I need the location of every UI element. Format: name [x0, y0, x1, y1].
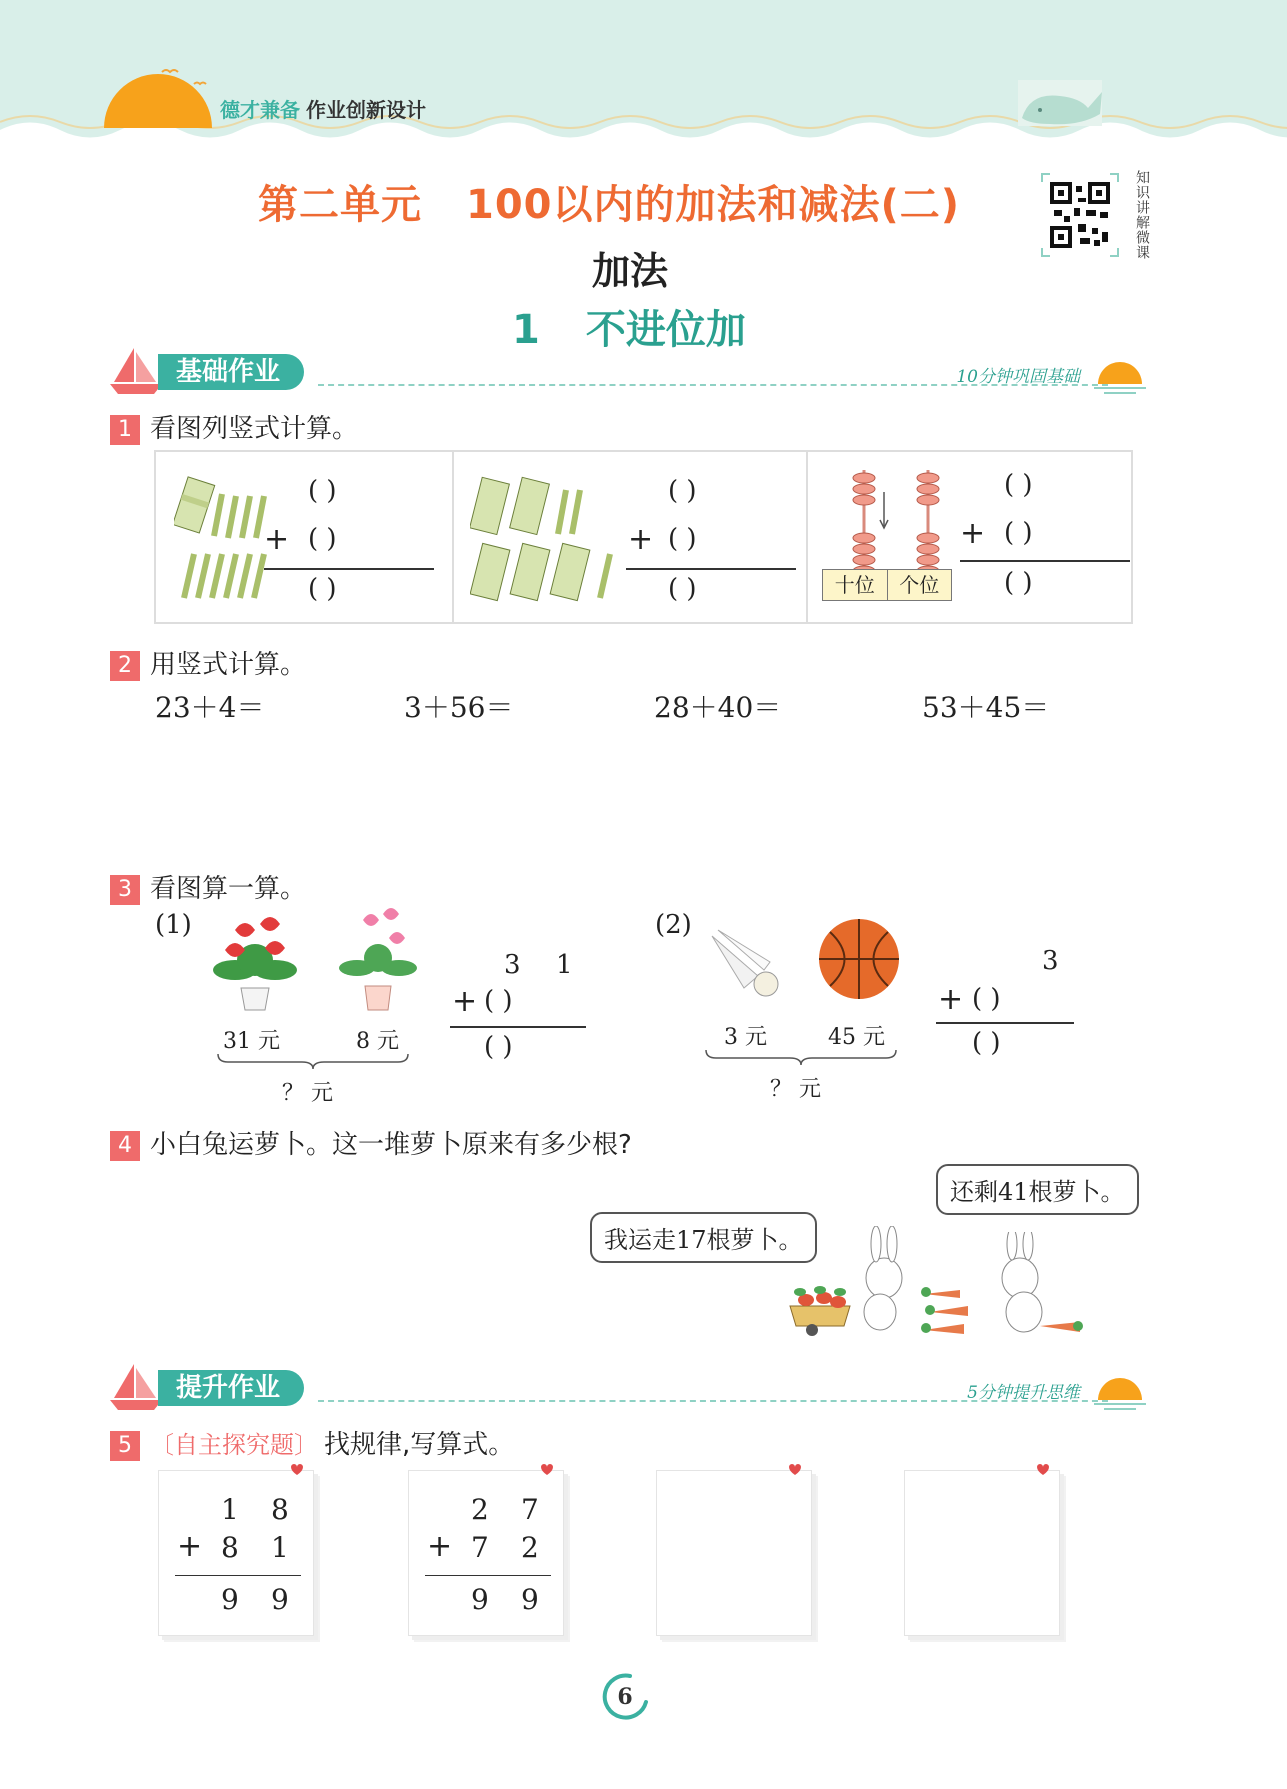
whale-icon [1010, 78, 1110, 128]
question-number: 5 [110, 1431, 140, 1461]
heart-pin-icon [783, 1463, 807, 1477]
heart-pin-icon [1031, 1463, 1055, 1477]
sticks-bundle-icon [174, 474, 274, 604]
ones-label: 个位 [899, 573, 940, 597]
pattern-card-4-blank[interactable] [904, 1470, 1060, 1636]
brace-icon [216, 1052, 410, 1070]
question-2-heading: 2 用竖式计算。 [110, 644, 306, 681]
q1-picture-table [154, 450, 1133, 624]
plus-sign: + [177, 1529, 203, 1564]
q1-cell-3 [808, 452, 1131, 622]
answer-blank[interactable]: ( ) [972, 984, 1001, 1014]
sum-line [450, 1026, 586, 1028]
question-number: 2 [110, 651, 140, 681]
answer-blank[interactable]: ( ) [972, 1028, 1001, 1058]
pink-flower-pot-icon [333, 906, 423, 1020]
section-title: 加法 [591, 249, 668, 293]
banner-advanced [108, 1358, 1148, 1418]
speech-bubble-left: 我运走17根萝卜。 [590, 1212, 817, 1263]
expression-3: 28＋40＝ [654, 691, 782, 724]
total-price-1: ？ 元 [282, 1081, 333, 1106]
pattern-card-3-blank[interactable] [656, 1470, 812, 1636]
answer-blank[interactable]: ( ) [308, 574, 337, 604]
pattern-card-2 [408, 1470, 564, 1636]
answer-blank[interactable]: ( ) [308, 524, 337, 554]
sum-line [425, 1575, 551, 1576]
banner-basic-label: 基础作业 [158, 354, 304, 390]
answer-blank[interactable]: ( ) [1004, 568, 1033, 598]
question-number: 1 [110, 415, 140, 445]
card-digit: 9 [471, 1583, 489, 1616]
expression-2: 3＋56＝ [404, 691, 514, 724]
card-digit: 1 [221, 1493, 239, 1526]
answer-blank[interactable]: ( ) [668, 574, 697, 604]
rabbit-carrot-pile-icon [920, 1232, 1090, 1344]
plus-sign: + [628, 522, 654, 557]
part-2-label: (2) [655, 910, 692, 940]
card-digit: 2 [471, 1493, 489, 1526]
rabbit-cart-icon [780, 1226, 920, 1338]
q1-cell-1 [156, 452, 454, 622]
abacus-place-labels [822, 569, 952, 601]
brand-subtitle: 作业创新设计 [306, 98, 426, 122]
banner-basic [108, 342, 1148, 402]
sum-line [264, 568, 434, 570]
sticks-bundles-icon [470, 474, 620, 608]
answer-blank[interactable]: ( ) [668, 476, 697, 506]
answer-blank[interactable]: ( ) [484, 986, 513, 1016]
card-digit: 2 [521, 1531, 539, 1564]
sailboat-icon [108, 1358, 164, 1414]
sun-logo-icon [104, 62, 214, 132]
sum-line [175, 1575, 301, 1576]
sum-line [626, 568, 796, 570]
lesson-title: 1 不进位加 [512, 307, 746, 353]
q1-cell-2 [454, 452, 808, 622]
question-tag: 〔自主探究题〕 [150, 1431, 318, 1459]
card-digit: 1 [271, 1531, 289, 1564]
card-digit: 9 [271, 1583, 289, 1616]
answer-blank[interactable]: ( ) [308, 476, 337, 506]
plus-sign: + [264, 522, 290, 557]
plus-sign: + [427, 1529, 453, 1564]
question-4-heading: 4 小白兔运萝卜。这一堆萝卜原来有多少根? [110, 1124, 632, 1161]
price-flower-b: 8 元 [356, 1029, 399, 1054]
question-number: 4 [110, 1131, 140, 1161]
heart-pin-icon [535, 1463, 559, 1477]
banner-advanced-label: 提升作业 [158, 1370, 304, 1406]
mini-sun-icon [1092, 356, 1148, 396]
flower-pot-icon [205, 910, 305, 1020]
header-band [0, 0, 1287, 150]
part-1-label: (1) [155, 910, 192, 940]
expression-1: 23＋4＝ [155, 691, 265, 724]
banner-basic-time: 10分钟巩固基础 [956, 367, 1080, 387]
price-flower-a: 31 元 [223, 1029, 280, 1054]
answer-blank[interactable]: ( ) [1004, 470, 1033, 500]
card-digit: 7 [521, 1493, 539, 1526]
sailboat-icon [108, 342, 164, 398]
qr-label: 知识讲解微课 [1134, 170, 1150, 260]
card-digit: 9 [521, 1583, 539, 1616]
banner-advanced-time: 5分钟提升思维 [967, 1383, 1080, 1403]
pattern-card-1 [158, 1470, 314, 1636]
total-price-2: ？ 元 [770, 1077, 821, 1102]
expression-4: 53＋45＝ [922, 691, 1050, 724]
question-1-heading: 1 看图列竖式计算。 [110, 408, 358, 445]
page-number: 6 [617, 1684, 633, 1710]
answer-blank[interactable]: ( ) [484, 1032, 513, 1062]
mini-sun-icon [1092, 1372, 1148, 1412]
sum-line [960, 560, 1130, 562]
question-3-heading: 3 看图算一算。 [110, 868, 306, 905]
question-5-heading: 5 〔自主探究题〕 找规律,写算式。 [110, 1424, 514, 1461]
brace-icon [704, 1048, 898, 1066]
answer-blank[interactable]: ( ) [1004, 518, 1033, 548]
plus-sign: + [960, 516, 986, 551]
top-digit-ones: 1 [556, 950, 573, 980]
top-digit-ones: 3 [1042, 946, 1059, 976]
card-digit: 7 [471, 1531, 489, 1564]
unit-title: 第二单元 100以内的加法和减法(二) [258, 182, 961, 228]
basketball-icon [816, 916, 902, 1002]
price-basketball: 45 元 [828, 1025, 885, 1050]
brand-name: 德才兼备 作业创新设计 [220, 98, 426, 122]
answer-blank[interactable]: ( ) [668, 524, 697, 554]
price-shuttlecock: 3 元 [724, 1025, 767, 1050]
question-number: 3 [110, 875, 140, 905]
plus-sign: + [938, 982, 964, 1017]
shuttlecock-icon [708, 926, 788, 1008]
speech-bubble-right: 还剩41根萝卜。 [936, 1164, 1139, 1215]
card-digit: 8 [221, 1531, 239, 1564]
card-digit: 8 [271, 1493, 289, 1526]
tens-label: 十位 [823, 570, 888, 600]
heart-pin-icon [285, 1463, 309, 1477]
card-digit: 9 [221, 1583, 239, 1616]
plus-sign: + [452, 984, 478, 1019]
top-digit-tens: 3 [504, 950, 521, 980]
sum-line [936, 1022, 1074, 1024]
